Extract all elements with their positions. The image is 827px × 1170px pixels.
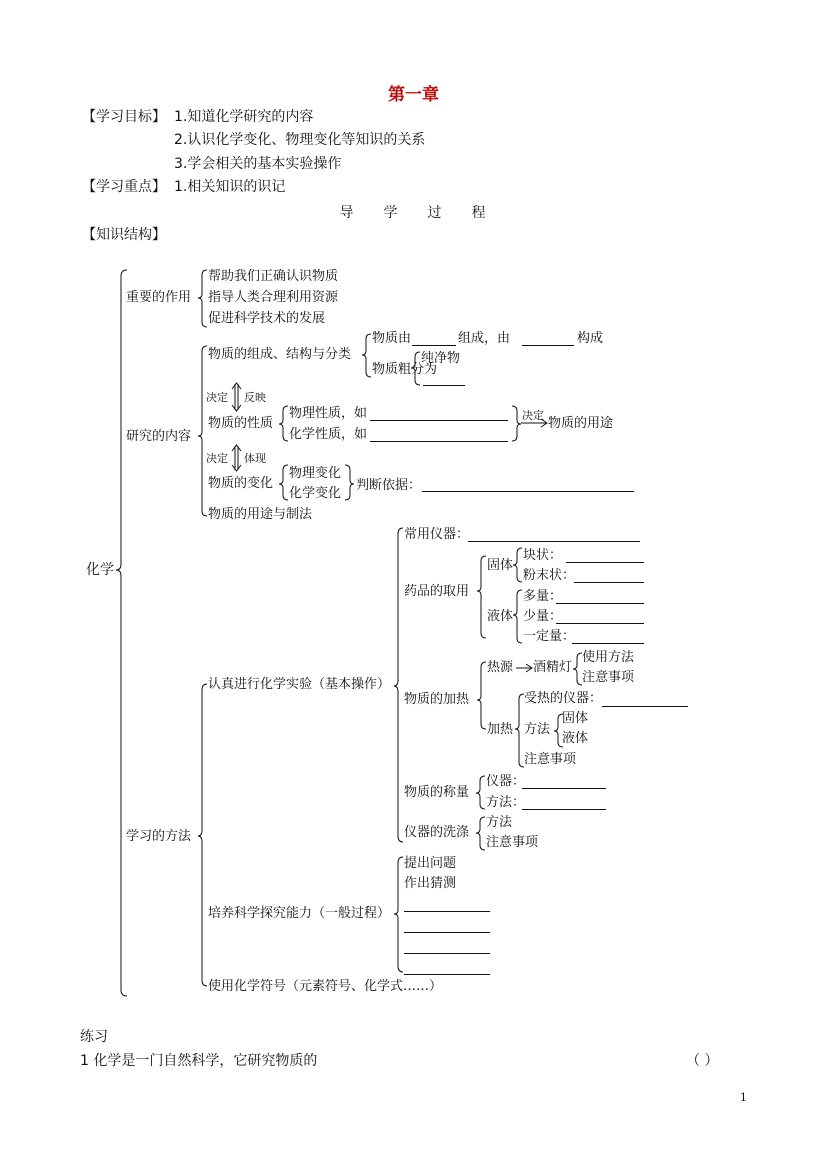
inquiry-node: 培养科学探究能力（一般过程） bbox=[208, 906, 391, 921]
fixed-label: 一定量： bbox=[523, 629, 576, 644]
heat-source: 热源 bbox=[487, 660, 514, 675]
heated-instrument: 受热的仪器： bbox=[524, 691, 603, 706]
blank-line bbox=[572, 643, 644, 644]
embody-label: 体现 bbox=[244, 452, 266, 465]
wash-notice: 注意事项 bbox=[486, 835, 539, 850]
method-label: 学习的方法 bbox=[126, 829, 192, 844]
blank-line bbox=[404, 974, 490, 975]
heat-solid: 固体 bbox=[562, 711, 589, 726]
solid-node: 固体 bbox=[487, 558, 514, 573]
experiment-node: 认真进行化学实验（基本操作） bbox=[208, 677, 391, 692]
pure-substance: 纯净物 bbox=[421, 351, 461, 366]
blank-line bbox=[522, 809, 606, 810]
blank-line bbox=[370, 441, 508, 442]
exercise-label: 练习 bbox=[80, 1029, 108, 1045]
lamp-notice: 注意事项 bbox=[582, 670, 635, 685]
blank-line bbox=[574, 582, 644, 583]
judge-basis: 判断依据： bbox=[356, 478, 422, 493]
objectives-label: 【学习目标】 bbox=[82, 109, 166, 125]
lamp-usage: 使用方法 bbox=[582, 650, 635, 665]
powder-label: 粉末状： bbox=[523, 568, 576, 583]
instruments-node: 常用仪器： bbox=[404, 527, 470, 542]
objective-3: 3.学会相关的基本实验操作 bbox=[174, 156, 342, 172]
lump-label: 块状： bbox=[523, 548, 563, 563]
chemical-property: 化学性质，如 bbox=[289, 427, 368, 442]
rough-classify: 物质粗分为 bbox=[372, 362, 438, 377]
physical-property: 物理性质，如 bbox=[289, 406, 368, 421]
question-1: 1 化学是一门自然科学，它研究物质的 bbox=[80, 1053, 318, 1069]
tree-root: 化学 bbox=[86, 562, 114, 578]
use-make-node: 物质的用途与制法 bbox=[208, 507, 313, 522]
decide-arrow-label: 决定 bbox=[522, 409, 544, 422]
objective-2: 2.认识化学变化、物理变化等知识的关系 bbox=[174, 132, 426, 148]
decide-label: 决定 bbox=[206, 452, 228, 465]
reflect-label: 反映 bbox=[244, 391, 266, 404]
heat-way: 方法 bbox=[524, 722, 551, 737]
role-label: 重要的作用 bbox=[126, 290, 192, 305]
heat-liquid: 液体 bbox=[562, 731, 589, 746]
symbols-node: 使用化学符号（元素符号、化学式……） bbox=[208, 979, 443, 994]
decide-label: 决定 bbox=[206, 391, 228, 404]
guide-char: 过 bbox=[427, 205, 444, 221]
substance-use: 物质的用途 bbox=[548, 416, 614, 431]
structure-label: 【知识结构】 bbox=[82, 227, 166, 243]
heat-node: 加热 bbox=[487, 722, 514, 737]
blank-line bbox=[412, 345, 456, 346]
change-node: 物质的变化 bbox=[208, 476, 274, 491]
blank-line bbox=[422, 491, 634, 492]
blank-line bbox=[370, 420, 508, 421]
blank-line bbox=[404, 953, 490, 954]
research-label: 研究的内容 bbox=[126, 429, 192, 444]
heat-notice: 注意事项 bbox=[524, 752, 577, 767]
ask-question: 提出问题 bbox=[404, 856, 457, 871]
composition-node: 物质的组成、结构与分类 bbox=[208, 347, 352, 362]
key-point-1: 1.相关知识的识记 bbox=[174, 179, 286, 195]
weigh-method: 方法： bbox=[486, 795, 526, 810]
role-item-2: 指导人类合理利用资源 bbox=[208, 290, 339, 305]
blank-line bbox=[404, 932, 490, 933]
blank-line bbox=[602, 706, 688, 707]
heating-node: 物质的加热 bbox=[404, 692, 470, 707]
wash-node: 仪器的洗涤 bbox=[404, 825, 470, 840]
key-points-label: 【学习重点】 bbox=[82, 179, 166, 195]
alcohol-lamp: 酒精灯 bbox=[533, 660, 573, 675]
made-of-b: 组成，由 bbox=[458, 331, 511, 346]
guide-char: 程 bbox=[471, 205, 488, 221]
blank-line bbox=[423, 385, 465, 386]
physical-change: 物理变化 bbox=[289, 466, 342, 481]
liquid-node: 液体 bbox=[487, 609, 514, 624]
blank-line bbox=[566, 562, 644, 563]
blank-line bbox=[522, 345, 574, 346]
drugs-node: 药品的取用 bbox=[404, 584, 470, 599]
property-node: 物质的性质 bbox=[208, 416, 274, 431]
weigh-node: 物质的称量 bbox=[404, 785, 470, 800]
weigh-instrument: 仪器： bbox=[486, 774, 526, 789]
little-label: 少量： bbox=[523, 609, 563, 624]
wash-method: 方法 bbox=[486, 815, 513, 830]
blank-line bbox=[522, 788, 606, 789]
made-of-a: 物质由 bbox=[372, 331, 412, 346]
role-item-1: 帮助我们正确认识物质 bbox=[208, 269, 339, 284]
guide-heading bbox=[0, 202, 827, 222]
objective-1: 1.知道化学研究的内容 bbox=[174, 109, 314, 125]
made-of-c: 构成 bbox=[577, 331, 604, 346]
much-label: 多量： bbox=[523, 589, 563, 604]
role-item-3: 促进科学技术的发展 bbox=[208, 311, 326, 326]
guide-char: 导 bbox=[339, 205, 356, 221]
guide-char: 学 bbox=[383, 205, 400, 221]
make-guess: 作出猜测 bbox=[404, 876, 457, 891]
chemical-change: 化学变化 bbox=[289, 486, 342, 501]
blank-line bbox=[468, 541, 640, 542]
blank-line bbox=[556, 603, 644, 604]
blank-line bbox=[404, 911, 490, 912]
page-title: 第一章 bbox=[388, 85, 439, 105]
answer-paren: （ ） bbox=[686, 1053, 719, 1069]
page-number: 1 bbox=[740, 1091, 747, 1104]
blank-line bbox=[556, 623, 644, 624]
